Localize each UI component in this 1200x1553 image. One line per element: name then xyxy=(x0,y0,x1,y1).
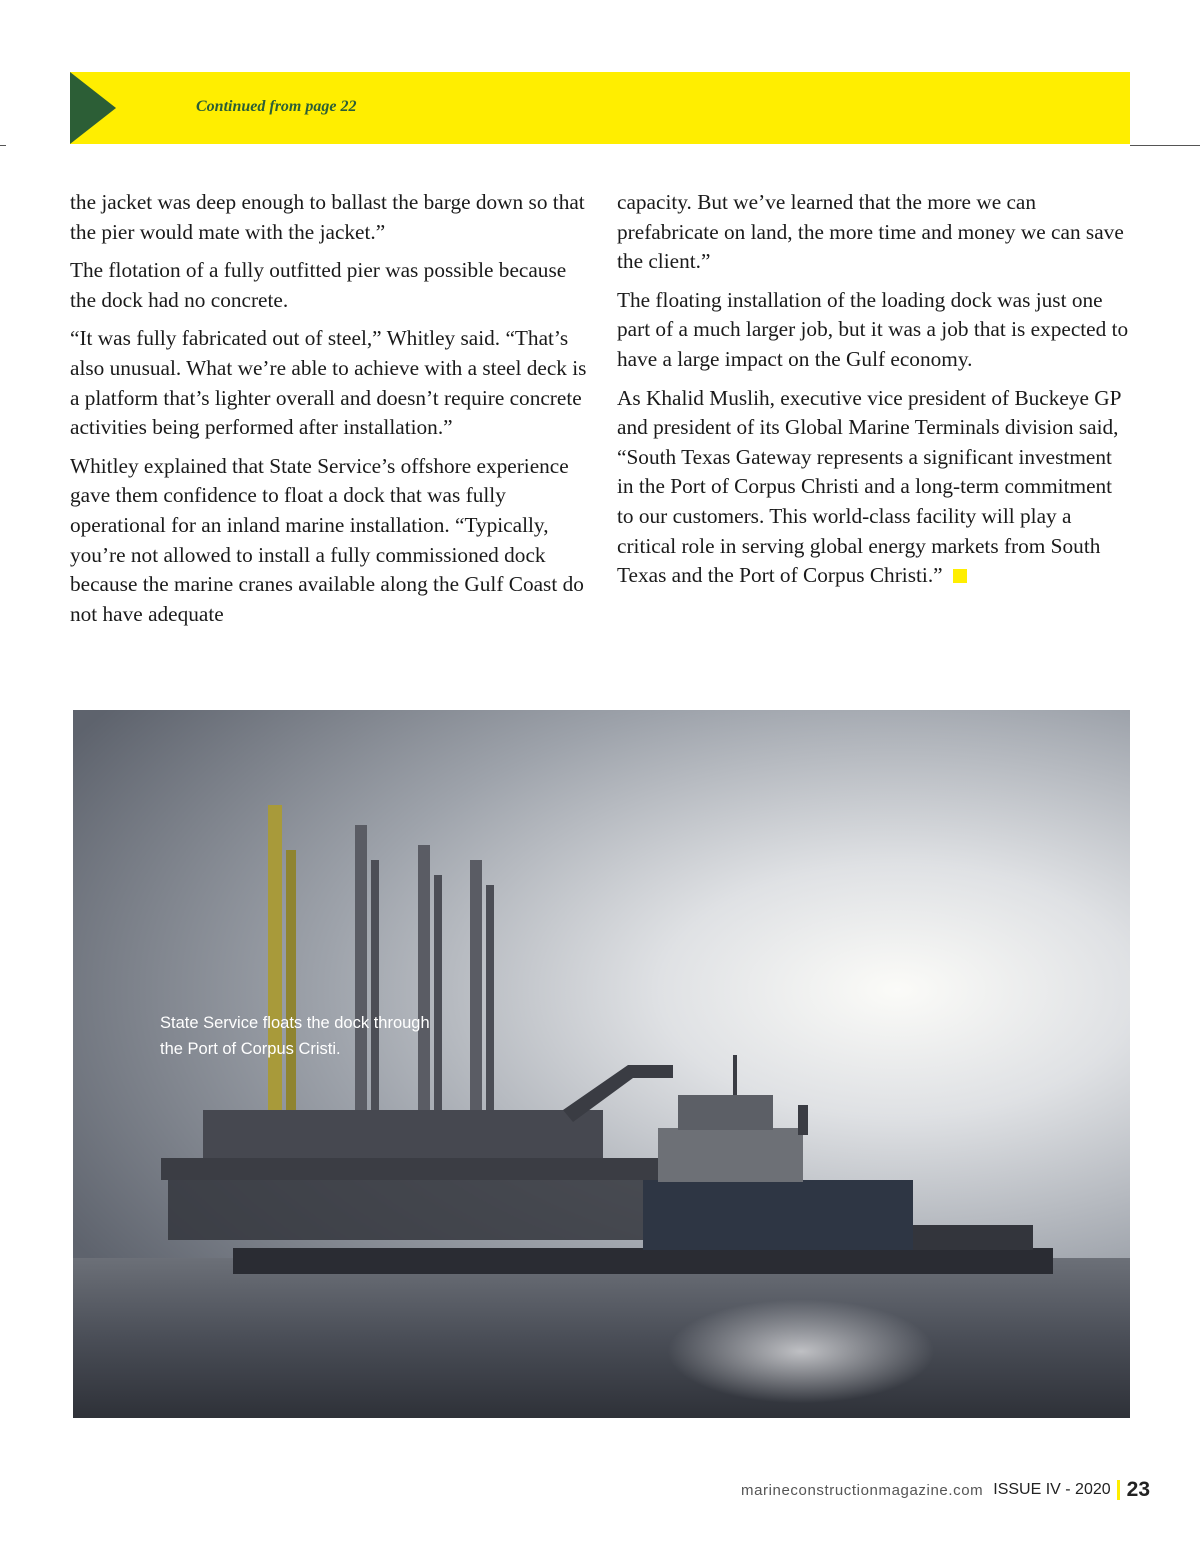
arrow-icon xyxy=(70,72,116,144)
paragraph-last xyxy=(617,384,1132,591)
page-footer xyxy=(741,1476,1150,1504)
dock-photo-illustration xyxy=(73,710,1130,1418)
photo-caption xyxy=(160,1010,520,1062)
continued-banner xyxy=(70,72,1130,144)
paragraph: Whitley explained that State Service’s offshore experience gave them confidence to float a dock that was fully operational for an inland marine installation. “Typically, you’re not allowed to install a fully commissioned dock because the marine cranes available along the Gulf Coast do not have adequate xyxy=(70,453,584,626)
dock-photo xyxy=(73,710,1130,1418)
paragraph: The flotation of a fully outfitted pier was possible because the dock had no concrete. xyxy=(70,258,567,312)
caption-line: the Port of Corpus Cristi. xyxy=(160,1040,341,1058)
continued-from-label: Continued from page 22 xyxy=(196,98,357,115)
paragraph: capacity. But we’ve learned that the more we can prefabricate on land, the more time and money we can save the client.” xyxy=(617,190,1124,274)
header-rule-left xyxy=(0,145,6,146)
footer-website: marineconstructionmagazine.com xyxy=(740,1481,984,1499)
footer-divider xyxy=(1117,1480,1120,1500)
end-of-article-icon xyxy=(953,569,967,583)
article-column-left xyxy=(70,188,590,638)
page-number: 23 xyxy=(1126,1478,1150,1501)
paragraph-text: As Khalid Muslih, executive vice president of Buckeye GP and president of its Global Marine Terminals division said, “South Texas Gateway represents a significant investment in the Port of Corpus Christi and a long-term commitment to our customers. This world-class facility will play a critical role in serving global energy markets from South Texas and the Port of Corpus Christi.” xyxy=(617,385,1121,588)
paragraph: the jacket was deep enough to ballast the barge down so that the pier would mate with the jacket.” xyxy=(70,190,585,244)
footer-issue: ISSUE IV - 2020 xyxy=(993,1481,1111,1498)
article-column-right xyxy=(617,188,1132,600)
caption-line: State Service floats the dock through xyxy=(160,1014,430,1032)
header-rule xyxy=(1130,145,1200,146)
paragraph: The floating installation of the loading dock was just one part of a much larger job, but it was a job that is expected to have a large impact on the Gulf economy. xyxy=(617,287,1129,371)
paragraph: “It was fully fabricated out of steel,” Whitley said. “That’s also unusual. What we’re able to achieve with a steel deck is a platform that’s lighter overall and doesn’t require concrete activities being performed after installation.” xyxy=(70,326,587,440)
